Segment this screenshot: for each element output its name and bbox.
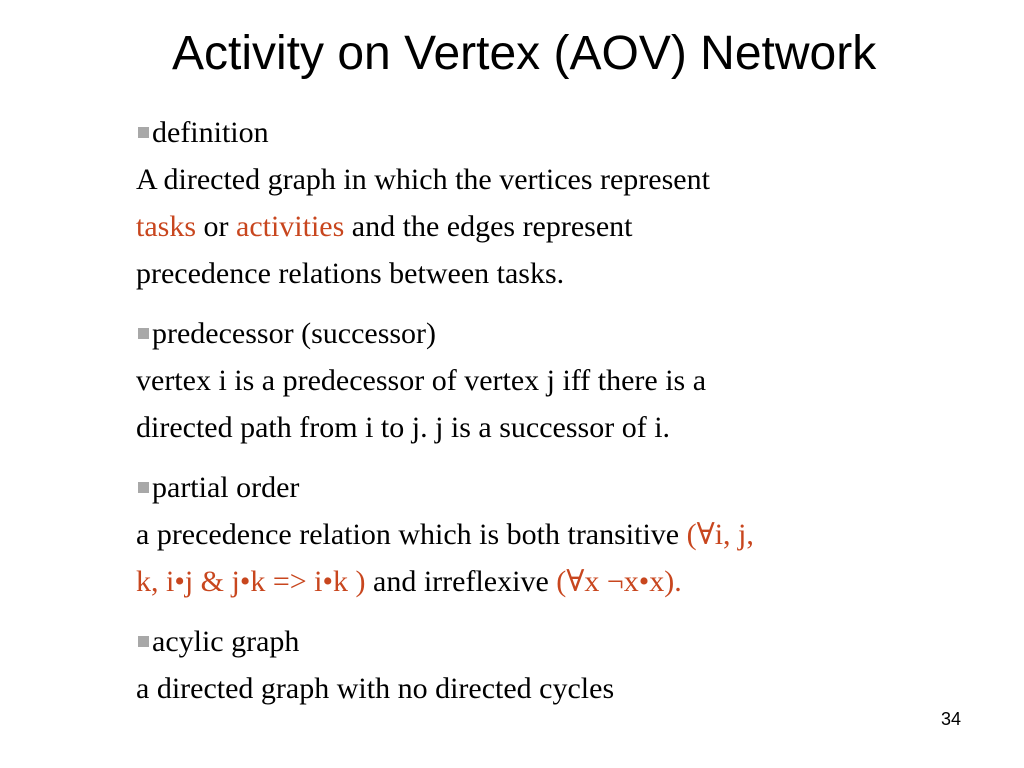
bullet-acylic-graph <box>136 618 976 712</box>
bullet-term: predecessor (successor) <box>152 317 437 350</box>
bullet-predecessor <box>136 310 976 451</box>
bullet-term: definition <box>152 116 269 149</box>
bullet-text-line: A directed graph in which the vertices represent <box>136 163 710 196</box>
highlight-formula: (∀i, j, <box>686 518 754 551</box>
bullet-partial-order <box>136 464 976 605</box>
bullet-text-line: a directed graph with no directed cycles <box>136 672 615 705</box>
highlight-term: tasks <box>136 210 196 243</box>
square-bullet-icon <box>138 127 149 138</box>
bullet-term: acylic graph <box>152 625 300 658</box>
square-bullet-icon <box>138 636 149 647</box>
text-span: and the edges represent <box>344 210 633 243</box>
highlight-formula: (∀x ¬x•x). <box>556 565 682 598</box>
bullet-head <box>136 310 976 357</box>
bullet-text-line <box>136 203 976 250</box>
bullet-head <box>136 618 976 665</box>
bullet-text-line <box>136 511 976 558</box>
bullet-text-line: directed path from i to j. j is a successor of i. <box>136 411 671 444</box>
text-span: and irreflexive <box>365 565 557 598</box>
slide-title: Activity on Vertex (AOV) Network <box>172 27 877 80</box>
bullet-definition <box>136 109 976 297</box>
slide-number: 34 <box>941 709 962 729</box>
bullet-term: partial order <box>152 471 300 504</box>
highlight-term: activities <box>236 210 345 243</box>
bullet-head <box>136 464 976 511</box>
highlight-formula: k, i•j & j•k => i•k ) <box>136 565 366 598</box>
bullet-text-line <box>136 558 976 605</box>
bullet-head <box>136 109 976 156</box>
bullet-text-line: precedence relations between tasks. <box>136 257 565 290</box>
bullet-text-line: vertex i is a predecessor of vertex j iff there is a <box>136 364 707 397</box>
text-span: a precedence relation which is both transitive <box>136 518 687 551</box>
square-bullet-icon <box>138 482 149 493</box>
square-bullet-icon <box>138 328 149 339</box>
text-span: or <box>196 210 236 243</box>
